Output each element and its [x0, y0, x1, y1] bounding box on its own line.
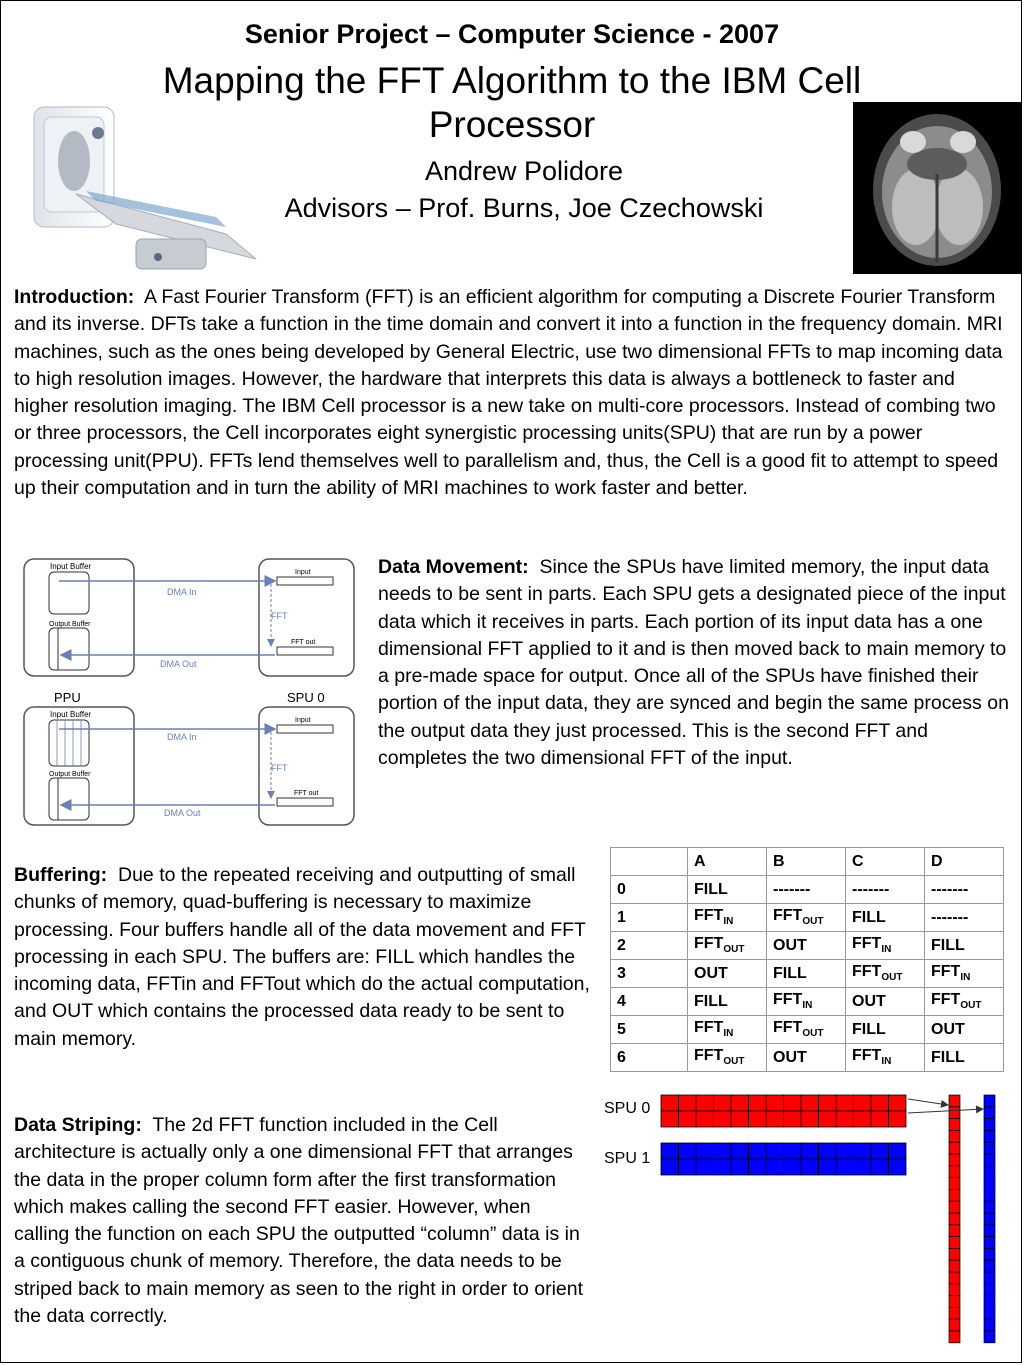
spu1-stripe-label: SPU 1: [604, 1150, 651, 1167]
table-cell: OUT: [767, 1044, 846, 1072]
memory-cell: [661, 1095, 679, 1111]
author-name: Andrew Polidore: [424, 156, 624, 186]
spu0-label: SPU 0: [287, 690, 325, 705]
table-cell: OUT: [846, 988, 925, 1016]
mri-machine-image: [26, 99, 266, 279]
data-striping-body: The 2d FFT function included in the Cell architecture is actually only a one dimensional FFT that arranges the data in the proper column form after the first transformation which makes calling the second FFT easier. However, when calling the function on each SPU the outputted “column” data is in a contiguous chunk of memory. Therefore, the data needs to be striped back to main memory as seen to the right in order to orient the data correctly.: [14, 1114, 584, 1328]
memory-cell: [871, 1095, 889, 1111]
output-buffer-label: Output Buffer: [49, 621, 91, 628]
data-movement-section: [378, 554, 1013, 772]
memory-cell: [731, 1159, 749, 1175]
table-row: [611, 904, 1004, 932]
table-cell: $FFT_{OUT}$: [925, 988, 1004, 1016]
data-striping-heading: Data Striping:: [14, 1114, 142, 1136]
memory-cell: [949, 1319, 960, 1331]
memory-cell: [984, 1107, 995, 1119]
introduction-heading: Introduction:: [14, 286, 135, 308]
memory-cell: [984, 1307, 995, 1319]
table-row: [611, 932, 1004, 960]
memory-cell: [836, 1111, 854, 1127]
memory-cell: [661, 1111, 679, 1127]
input-buffer-label-2: Input Buffer: [50, 710, 92, 719]
table-header-cell: A: [688, 848, 767, 876]
memory-cell: [949, 1272, 960, 1284]
table-cell: FILL: [688, 876, 767, 904]
fft-label-2: FFT: [271, 763, 288, 773]
memory-cell: [696, 1095, 714, 1111]
brain-scan-graphic: [853, 102, 1021, 274]
table-cell: FILL: [925, 1044, 1004, 1072]
table-cell: FILL: [846, 1016, 925, 1044]
memory-cell: [984, 1225, 995, 1237]
memory-cell: [949, 1213, 960, 1225]
memory-cell: [661, 1143, 679, 1159]
memory-cell: [819, 1159, 837, 1175]
table-row: [611, 1016, 1004, 1044]
table-row: [611, 960, 1004, 988]
table-cell: $FFT_{IN}$: [925, 960, 1004, 988]
memory-cell: [984, 1119, 995, 1131]
memory-cell: [984, 1237, 995, 1249]
advisors: Advisors – Prof. Burns, Joe Czechowski: [284, 193, 764, 223]
memory-cell: [731, 1143, 749, 1159]
table-cell: $FFT_{OUT}$: [688, 932, 767, 960]
data-striping-section: [14, 1112, 584, 1330]
memory-cell: [984, 1331, 995, 1343]
table-cell: -------: [925, 904, 1004, 932]
memory-cell: [984, 1130, 995, 1142]
spu-input-label-2: Input: [295, 717, 311, 724]
memory-cell: [949, 1095, 960, 1107]
brain-mri-image: [853, 102, 1021, 274]
memory-cell: [889, 1143, 907, 1159]
memory-cell: [679, 1143, 697, 1159]
spu0-row-block: [661, 1095, 906, 1127]
memory-cell: [801, 1095, 819, 1111]
memory-cell: [854, 1143, 872, 1159]
data-movement-body: Since the SPUs have limited memory, the input data needs to be sent in parts. Each SPU gets a designated piece of the input data which it receives in parts. Each portion of its input data has a one dimensional FFT applied to it and is then moved back to main memory to a pre-made space for output. Once all of the SPUs have finished their portion of the input data, they are synced and begin the same process on the output data they just processed. This is the second FFT and completes the two dimensional FFT of the input.: [378, 556, 1009, 770]
memory-cell: [819, 1111, 837, 1127]
table-cell: 0: [611, 876, 688, 904]
memory-cell: [949, 1237, 960, 1249]
table-row: [611, 988, 1004, 1016]
memory-cell: [784, 1095, 802, 1111]
memory-cell: [854, 1111, 872, 1127]
output-buffer-label-2: Output Buffer: [49, 771, 91, 778]
memory-cell: [836, 1095, 854, 1111]
table-cell: $FFT_{OUT}$: [846, 960, 925, 988]
memory-cell: [696, 1111, 714, 1127]
memory-cell: [679, 1095, 697, 1111]
memory-cell: [949, 1201, 960, 1213]
data-striping-diagram: [656, 1091, 1001, 1346]
table-cell: 5: [611, 1016, 688, 1044]
dma-out-label-2: DMA Out: [164, 808, 201, 818]
table-cell: 1: [611, 904, 688, 932]
memory-cell: [984, 1213, 995, 1225]
table-cell: -------: [925, 876, 1004, 904]
memory-cell: [714, 1095, 732, 1111]
dma-in-label: DMA In: [167, 587, 197, 597]
table-cell: -------: [846, 876, 925, 904]
memory-cell: [889, 1095, 907, 1111]
memory-cell: [984, 1154, 995, 1166]
memory-cell: [784, 1111, 802, 1127]
table-cell: FILL: [688, 988, 767, 1016]
memory-cell: [949, 1130, 960, 1142]
memory-cell: [696, 1159, 714, 1175]
memory-cell: [949, 1296, 960, 1308]
memory-cell: [749, 1095, 767, 1111]
table-row: [611, 876, 1004, 904]
table-cell: FILL: [767, 960, 846, 988]
output-buffer-box: [49, 628, 89, 670]
spu0-column-stripe: [949, 1095, 960, 1343]
memory-cell: [949, 1154, 960, 1166]
memory-cell: [949, 1307, 960, 1319]
input-buffer-box: [49, 572, 89, 614]
memory-cell: [766, 1095, 784, 1111]
dma-out-label: DMA Out: [160, 659, 197, 669]
memory-cell: [949, 1119, 960, 1131]
memory-cell: [696, 1143, 714, 1159]
memory-cell: [949, 1284, 960, 1296]
table-cell: OUT: [767, 932, 846, 960]
spu-input-box-2: [277, 725, 333, 733]
memory-cell: [784, 1143, 802, 1159]
table-cell: $FFT_{IN}$: [846, 932, 925, 960]
fft-label: FFT: [271, 611, 288, 621]
memory-cell: [984, 1189, 995, 1201]
table-cell: FILL: [925, 932, 1004, 960]
poster-title-line1: Mapping the FFT Algorithm to the IBM Cell: [162, 60, 862, 101]
memory-cell: [949, 1178, 960, 1190]
memory-cell: [679, 1159, 697, 1175]
table-row: [611, 1044, 1004, 1072]
memory-cell: [889, 1159, 907, 1175]
stripe-arrow: [908, 1109, 983, 1113]
spu1-row-block: [661, 1143, 906, 1175]
memory-cell: [714, 1159, 732, 1175]
memory-cell: [801, 1143, 819, 1159]
table-header-cell: [611, 848, 688, 876]
memory-cell: [949, 1166, 960, 1178]
table-cell: 4: [611, 988, 688, 1016]
memory-cell: [801, 1111, 819, 1127]
input-buffer-label: Input Buffer: [50, 562, 92, 571]
table-header-cell: B: [767, 848, 846, 876]
table-cell: $FFT_{IN}$: [846, 1044, 925, 1072]
table-cell: $FFT_{IN}$: [767, 988, 846, 1016]
spu-fft-out-label-2: FFT out: [294, 790, 319, 797]
memory-cell: [819, 1143, 837, 1159]
spu0-stripe-label: SPU 0: [604, 1100, 651, 1117]
memory-cell: [731, 1111, 749, 1127]
memory-cell: [679, 1111, 697, 1127]
memory-cell: [984, 1319, 995, 1331]
table-cell: FILL: [846, 904, 925, 932]
memory-cell: [871, 1159, 889, 1175]
memory-cell: [949, 1260, 960, 1272]
table-cell: $FFT_{IN}$: [688, 904, 767, 932]
memory-cell: [949, 1225, 960, 1237]
table-cell: $FFT_{OUT}$: [688, 1044, 767, 1072]
table-cell: 6: [611, 1044, 688, 1072]
table-cell: 2: [611, 932, 688, 960]
spu-fft-out-box-2: [277, 798, 333, 806]
memory-cell: [819, 1095, 837, 1111]
spu-fft-out-label: FFT out: [291, 639, 316, 646]
memory-cell: [949, 1331, 960, 1343]
memory-cell: [801, 1159, 819, 1175]
buffering-section: [14, 862, 604, 1053]
memory-cell: [949, 1248, 960, 1260]
output-buffer-box-2: [49, 778, 89, 820]
memory-cell: [714, 1143, 732, 1159]
memory-cell: [749, 1111, 767, 1127]
memory-cell: [949, 1142, 960, 1154]
stripe-arrow: [908, 1099, 948, 1105]
buffer-schedule-table: [610, 847, 1004, 1072]
memory-cell: [766, 1159, 784, 1175]
spu-input-box: [277, 577, 333, 585]
memory-cell: [984, 1178, 995, 1190]
memory-cell: [984, 1142, 995, 1154]
table-cell: -------: [767, 876, 846, 904]
memory-cell: [984, 1296, 995, 1308]
data-movement-diagram: [19, 554, 364, 832]
table-header-row: [611, 848, 1004, 876]
introduction-body: A Fast Fourier Transform (FFT) is an efficient algorithm for computing a Discrete Fourier Transform and its inverse. DFTs take a function in the time domain and convert it into a function in the frequency domain. MRI machines, such as the ones being developed by General Electric, use two dimensional FFTs to map incoming data to high resolution images. However, the hardware that interprets this data is always a bottleneck to faster and higher resolution imaging. The IBM Cell processor is a new take on multi-core processors. Instead of combing two or three processors, the Cell incorporates eight synergistic processing units(SPU) that are run by a power processing unit(PPU). FFTs lend themselves well to parallelism and, thus, the Cell is a good fit to attempt to speed up their computation and in turn the ability of MRI machines to work faster and better.: [14, 286, 1003, 500]
buffering-heading: Buffering:: [14, 864, 108, 886]
table-cell: $FFT_{OUT}$: [767, 1016, 846, 1044]
memory-cell: [749, 1143, 767, 1159]
memory-cell: [984, 1248, 995, 1260]
data-movement-heading: Data Movement:: [378, 556, 529, 578]
spu1-column-stripe: [984, 1095, 995, 1343]
spu-fft-out-box: [277, 647, 333, 655]
dma-in-label-2: DMA In: [167, 732, 197, 742]
spu-input-label: Input: [295, 569, 311, 576]
table-header-cell: D: [925, 848, 1004, 876]
memory-cell: [731, 1095, 749, 1111]
memory-cell: [766, 1143, 784, 1159]
memory-cell: [984, 1166, 995, 1178]
input-buffer-box-2: [49, 720, 89, 766]
memory-cell: [749, 1159, 767, 1175]
memory-cell: [661, 1159, 679, 1175]
memory-cell: [854, 1159, 872, 1175]
memory-cell: [984, 1260, 995, 1272]
memory-cell: [984, 1095, 995, 1107]
memory-cell: [871, 1143, 889, 1159]
memory-cell: [984, 1272, 995, 1284]
poster-title-line2: Processor: [428, 104, 596, 145]
memory-cell: [871, 1111, 889, 1127]
memory-cell: [949, 1107, 960, 1119]
memory-cell: [836, 1143, 854, 1159]
memory-cell: [889, 1111, 907, 1127]
table-cell: $FFT_{IN}$: [688, 1016, 767, 1044]
buffering-body: Due to the repeated receiving and outputting of small chunks of memory, quad-buffering is necessary to maximize processing. Four buffers handle all of the data movement and FFT processing in each SPU. The buffers are: FILL which handles the incoming data, FFTin and FFTout which do the actual computation, and OUT which contains the processed data ready to be sent to main memory.: [14, 864, 590, 1050]
poster-subtitle: Senior Project – Computer Science - 2007: [244, 19, 780, 49]
memory-cell: [984, 1284, 995, 1296]
memory-cell: [714, 1111, 732, 1127]
memory-cell: [836, 1159, 854, 1175]
table-header-cell: C: [846, 848, 925, 876]
table-cell: OUT: [925, 1016, 1004, 1044]
memory-cell: [984, 1201, 995, 1213]
table-cell: $FFT_{OUT}$: [767, 904, 846, 932]
memory-cell: [766, 1111, 784, 1127]
memory-cell: [949, 1189, 960, 1201]
table-cell: OUT: [688, 960, 767, 988]
introduction-section: [14, 284, 1010, 502]
memory-cell: [784, 1159, 802, 1175]
ppu-label: PPU: [54, 690, 81, 705]
table-cell: 3: [611, 960, 688, 988]
memory-cell: [854, 1095, 872, 1111]
